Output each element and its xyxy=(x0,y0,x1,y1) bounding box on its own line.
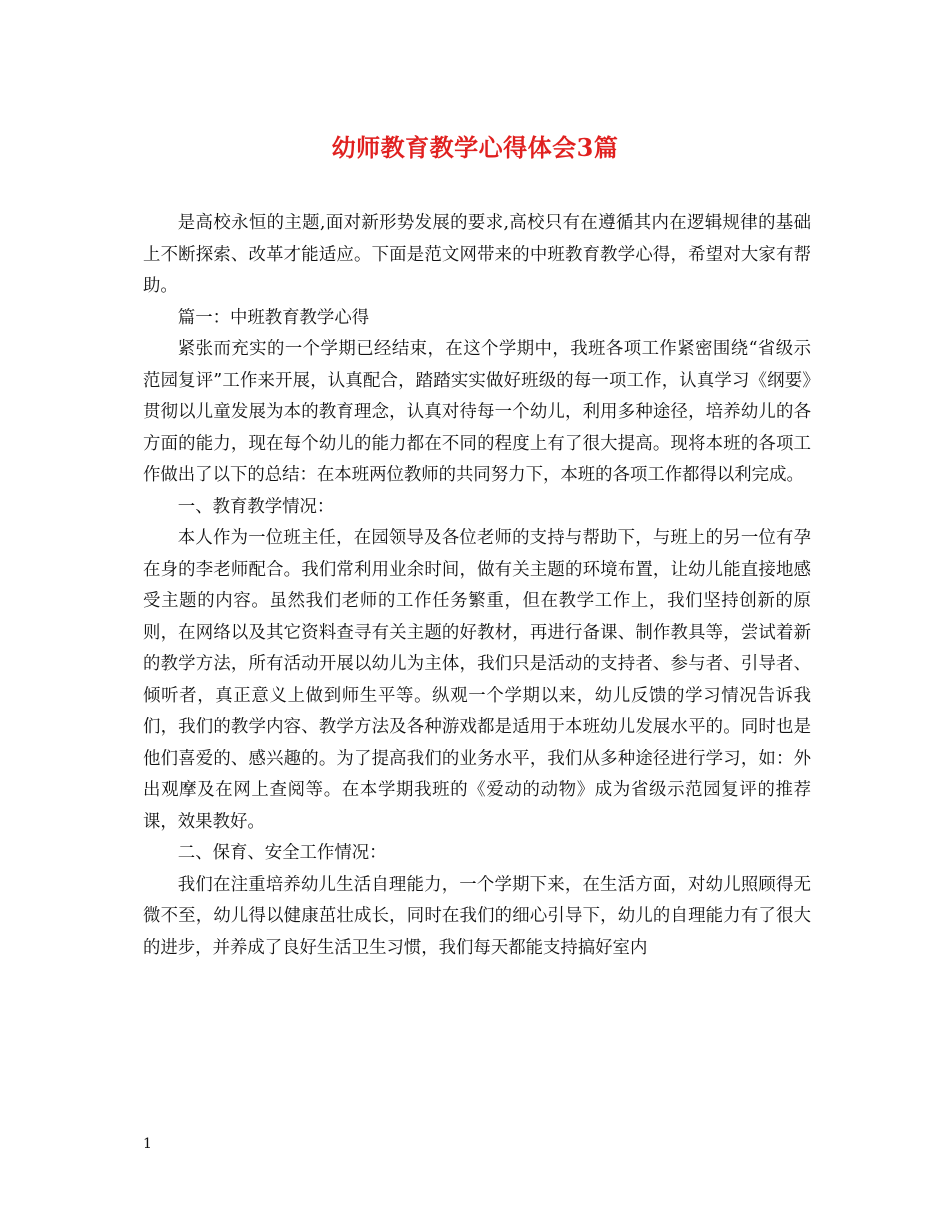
document-title: 幼师教育教学心得体会3篇 xyxy=(331,133,619,162)
section-heading-care-safety: 二、保育、安全工作情况： xyxy=(177,843,387,863)
summary-paragraph: 紧张而充实的一个学期已经结束，在这个学期中，我班各项工作紧密围绕“省级示范园复评”工作来开展，认真配合，踏踏实实做好班级的每一项工作，认真学习《纲要》贯彻以儿童发展为本的教育理念，认真对待每一个幼儿，利用多种途径，培养幼儿的各方面的能力，现在每个幼儿的能力都在不同的程度上有了很大提高。现将本班的各项工作做出了以下的总结：在本班两位教师的共同努力下，本班的各项工作都得以利完成。 xyxy=(143,339,811,485)
intro-paragraph: 是高校永恒的主题,面对新形势发展的要求,高校只有在遵循其内在逻辑规律的基础上不断探索、改革才能适应。下面是范文网带来的中班教育教学心得，希望对大家有帮助。 xyxy=(143,213,811,296)
care-paragraph: 我们在注重培养幼儿生活自理能力，一个学期下来，在生活方面，对幼儿照顾得无微不至，幼儿得以健康茁壮成长，同时在我们的细心引导下，幼儿的自理能力有了很大的进步，并养成了良好生活卫生习惯，我们每天都能支持搞好室内 xyxy=(143,874,811,958)
page-number: 1 xyxy=(143,1136,152,1152)
section-heading-teaching: 一、教育教学情况： xyxy=(177,496,335,517)
document-body xyxy=(143,208,811,964)
section-heading-part-one: 篇一：中班教育教学心得 xyxy=(177,307,370,328)
teaching-paragraph: 本人作为一位班主任，在园领导及各位老师的支持与帮助下，与班上的另一位有孕在身的李老师配合。我们常利用业余时间，做有关主题的环境布置，让幼儿能直接地感受主题的内容。虽然我们老师的工作任务繁重，但在教学工作上，我们坚持创新的原则，在网络以及其它资料查寻有关主题的好教材，再进行备课、制作教具等，尝试着新的教学方法，所有活动开展以幼儿为主体，我们只是活动的支持者、参与者、引导者、倾听者，真正意义上做到师生平等。纵观一个学期以来，幼儿反馈的学习情况告诉我们，我们的教学内容、教学方法及各种游戏都是适用于本班幼儿发展水平的。同时也是他们喜爱的、感兴趣的。为了提高我们的业务水平，我们从多种途径进行学习，如：外出观摩及在网上查阅等。在本学期我班的《爱动的动物》成为省级示范园复评的推荐课，效果教好。 xyxy=(143,528,811,832)
